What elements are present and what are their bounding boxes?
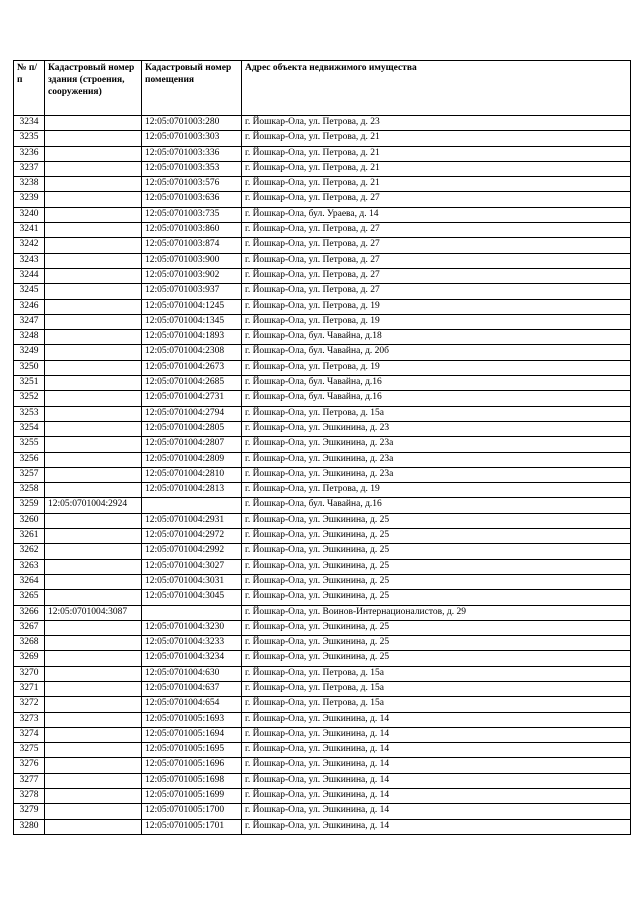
row-number-cell: 3253 [14, 406, 45, 421]
table-row [14, 483, 631, 498]
building-cadastral-cell [45, 238, 142, 253]
table-row [14, 773, 631, 788]
room-cadastral-cell: 12:05:0701004:2308 [142, 345, 242, 360]
row-number-cell: 3271 [14, 681, 45, 696]
address-cell: г. Йошкар-Ола, ул. Петрова, д. 23 [242, 116, 631, 131]
address-cell: г. Йошкар-Ола, ул. Петрова, д. 27 [242, 192, 631, 207]
building-cadastral-cell [45, 406, 142, 421]
table-row [14, 819, 631, 834]
address-cell: г. Йошкар-Ола, ул. Петрова, д. 27 [242, 238, 631, 253]
row-number-cell: 3275 [14, 743, 45, 758]
table-row [14, 544, 631, 559]
table-row [14, 161, 631, 176]
header-row-number: № п/п [14, 61, 45, 116]
building-cadastral-cell [45, 727, 142, 742]
building-cadastral-cell [45, 207, 142, 222]
table-row [14, 284, 631, 299]
room-cadastral-cell: 12:05:0701004:2972 [142, 529, 242, 544]
room-cadastral-cell: 12:05:0701004:2673 [142, 360, 242, 375]
row-number-cell: 3274 [14, 727, 45, 742]
row-number-cell: 3263 [14, 559, 45, 574]
building-cadastral-cell [45, 116, 142, 131]
table-row [14, 406, 631, 421]
table-row [14, 452, 631, 467]
address-cell: г. Йошкар-Ола, ул. Эшкинина, д. 14 [242, 743, 631, 758]
address-cell: г. Йошкар-Ола, ул. Эшкинина, д. 25 [242, 636, 631, 651]
row-number-cell: 3238 [14, 177, 45, 192]
room-cadastral-cell: 12:05:0701004:2685 [142, 376, 242, 391]
room-cadastral-cell: 12:05:0701004:3230 [142, 620, 242, 635]
address-cell: г. Йошкар-Ола, ул. Эшкинина, д. 14 [242, 727, 631, 742]
building-cadastral-cell [45, 268, 142, 283]
table-body [14, 116, 631, 835]
room-cadastral-cell: 12:05:0701003:735 [142, 207, 242, 222]
building-cadastral-cell [45, 804, 142, 819]
table-row [14, 192, 631, 207]
row-number-cell: 3248 [14, 330, 45, 345]
row-number-cell: 3265 [14, 590, 45, 605]
table-row [14, 789, 631, 804]
address-cell: г. Йошкар-Ола, ул. Петрова, д. 19 [242, 299, 631, 314]
address-cell: г. Йошкар-Ола, ул. Эшкинина, д. 23 [242, 421, 631, 436]
room-cadastral-cell: 12:05:0701004:3045 [142, 590, 242, 605]
building-cadastral-cell [45, 636, 142, 651]
row-number-cell: 3255 [14, 437, 45, 452]
building-cadastral-cell [45, 376, 142, 391]
table-row [14, 116, 631, 131]
room-cadastral-cell: 12:05:0701003:874 [142, 238, 242, 253]
address-cell: г. Йошкар-Ола, ул. Петрова, д. 19 [242, 483, 631, 498]
address-cell: г. Йошкар-Ола, ул. Эшкинина, д. 14 [242, 773, 631, 788]
table-row [14, 391, 631, 406]
address-cell: г. Йошкар-Ола, ул. Эшкинина, д. 25 [242, 529, 631, 544]
row-number-cell: 3259 [14, 498, 45, 513]
header-room-cadastral-number: Кадастровый номер помещения [142, 61, 242, 116]
address-cell: г. Йошкар-Ола, бул. Ураева, д. 14 [242, 207, 631, 222]
table-row [14, 314, 631, 329]
room-cadastral-cell: 12:05:0701004:2794 [142, 406, 242, 421]
room-cadastral-cell: 12:05:0701004:2809 [142, 452, 242, 467]
address-cell: г. Йошкар-Ола, ул. Эшкинина, д. 25 [242, 574, 631, 589]
address-cell: г. Йошкар-Ола, ул. Петрова, д. 27 [242, 284, 631, 299]
building-cadastral-cell [45, 773, 142, 788]
room-cadastral-cell [142, 498, 242, 513]
room-cadastral-cell: 12:05:0701004:637 [142, 681, 242, 696]
row-number-cell: 3246 [14, 299, 45, 314]
row-number-cell: 3252 [14, 391, 45, 406]
address-cell: г. Йошкар-Ола, ул. Эшкинина, д. 25 [242, 590, 631, 605]
row-number-cell: 3280 [14, 819, 45, 834]
building-cadastral-cell [45, 452, 142, 467]
table-row [14, 207, 631, 222]
table-row [14, 529, 631, 544]
address-cell: г. Йошкар-Ола, бул. Чавайна, д.18 [242, 330, 631, 345]
address-cell: г. Йошкар-Ола, ул. Петрова, д. 15а [242, 406, 631, 421]
building-cadastral-cell [45, 161, 142, 176]
table-row [14, 620, 631, 635]
row-number-cell: 3243 [14, 253, 45, 268]
building-cadastral-cell [45, 529, 142, 544]
row-number-cell: 3237 [14, 161, 45, 176]
row-number-cell: 3234 [14, 116, 45, 131]
room-cadastral-cell: 12:05:0701004:1893 [142, 330, 242, 345]
table-row [14, 758, 631, 773]
row-number-cell: 3242 [14, 238, 45, 253]
address-cell: г. Йошкар-Ола, ул. Эшкинина, д. 14 [242, 758, 631, 773]
building-cadastral-cell [45, 483, 142, 498]
address-cell: г. Йошкар-Ола, ул. Эшкинина, д. 14 [242, 819, 631, 834]
table-row [14, 268, 631, 283]
building-cadastral-cell [45, 758, 142, 773]
building-cadastral-cell [45, 192, 142, 207]
table-row [14, 421, 631, 436]
building-cadastral-cell [45, 590, 142, 605]
table-row [14, 360, 631, 375]
room-cadastral-cell: 12:05:0701005:1698 [142, 773, 242, 788]
row-number-cell: 3245 [14, 284, 45, 299]
room-cadastral-cell: 12:05:0701004:2731 [142, 391, 242, 406]
building-cadastral-cell [45, 284, 142, 299]
room-cadastral-cell: 12:05:0701003:280 [142, 116, 242, 131]
building-cadastral-cell [45, 559, 142, 574]
address-cell: г. Йошкар-Ола, ул. Эшкинина, д. 23а [242, 452, 631, 467]
row-number-cell: 3279 [14, 804, 45, 819]
table-row [14, 177, 631, 192]
room-cadastral-cell: 12:05:0701003:336 [142, 146, 242, 161]
room-cadastral-cell [142, 605, 242, 620]
row-number-cell: 3249 [14, 345, 45, 360]
address-cell: г. Йошкар-Ола, ул. Эшкинина, д. 25 [242, 544, 631, 559]
building-cadastral-cell [45, 681, 142, 696]
building-cadastral-cell [45, 299, 142, 314]
room-cadastral-cell: 12:05:0701003:900 [142, 253, 242, 268]
address-cell: г. Йошкар-Ола, ул. Петрова, д. 21 [242, 146, 631, 161]
table-row [14, 590, 631, 605]
building-cadastral-cell [45, 314, 142, 329]
address-cell: г. Йошкар-Ола, ул. Петрова, д. 27 [242, 268, 631, 283]
building-cadastral-cell [45, 789, 142, 804]
building-cadastral-cell [45, 360, 142, 375]
table-row [14, 467, 631, 482]
address-cell: г. Йошкар-Ола, ул. Петрова, д. 21 [242, 161, 631, 176]
table-row [14, 697, 631, 712]
room-cadastral-cell: 12:05:0701004:3234 [142, 651, 242, 666]
table-row [14, 437, 631, 452]
room-cadastral-cell: 12:05:0701005:1700 [142, 804, 242, 819]
row-number-cell: 3269 [14, 651, 45, 666]
row-number-cell: 3272 [14, 697, 45, 712]
table-row [14, 712, 631, 727]
row-number-cell: 3278 [14, 789, 45, 804]
table-row [14, 605, 631, 620]
room-cadastral-cell: 12:05:0701003:353 [142, 161, 242, 176]
address-cell: г. Йошкар-Ола, ул. Эшкинина, д. 14 [242, 804, 631, 819]
building-cadastral-cell [45, 345, 142, 360]
building-cadastral-cell: 12:05:0701004:2924 [45, 498, 142, 513]
room-cadastral-cell: 12:05:0701004:2807 [142, 437, 242, 452]
table-row [14, 574, 631, 589]
address-cell: г. Йошкар-Ола, бул. Чавайна, д.16 [242, 498, 631, 513]
building-cadastral-cell [45, 467, 142, 482]
building-cadastral-cell [45, 743, 142, 758]
room-cadastral-cell: 12:05:0701005:1693 [142, 712, 242, 727]
room-cadastral-cell: 12:05:0701003:303 [142, 131, 242, 146]
row-number-cell: 3268 [14, 636, 45, 651]
room-cadastral-cell: 12:05:0701004:2810 [142, 467, 242, 482]
room-cadastral-cell: 12:05:0701003:902 [142, 268, 242, 283]
building-cadastral-cell [45, 131, 142, 146]
table-row [14, 299, 631, 314]
room-cadastral-cell: 12:05:0701004:2805 [142, 421, 242, 436]
row-number-cell: 3244 [14, 268, 45, 283]
room-cadastral-cell: 12:05:0701003:860 [142, 223, 242, 238]
row-number-cell: 3235 [14, 131, 45, 146]
row-number-cell: 3247 [14, 314, 45, 329]
address-cell: г. Йошкар-Ола, ул. Эшкинина, д. 25 [242, 513, 631, 528]
building-cadastral-cell [45, 651, 142, 666]
table-row [14, 513, 631, 528]
row-number-cell: 3256 [14, 452, 45, 467]
building-cadastral-cell [45, 697, 142, 712]
row-number-cell: 3264 [14, 574, 45, 589]
room-cadastral-cell: 12:05:0701005:1694 [142, 727, 242, 742]
table-row [14, 636, 631, 651]
building-cadastral-cell [45, 574, 142, 589]
building-cadastral-cell: 12:05:0701004:3087 [45, 605, 142, 620]
table-row [14, 131, 631, 146]
row-number-cell: 3267 [14, 620, 45, 635]
address-cell: г. Йошкар-Ола, бул. Чавайна, д.16 [242, 376, 631, 391]
table-row [14, 330, 631, 345]
address-cell: г. Йошкар-Ола, ул. Петрова, д. 15а [242, 681, 631, 696]
row-number-cell: 3277 [14, 773, 45, 788]
table-row [14, 743, 631, 758]
table-row [14, 651, 631, 666]
row-number-cell: 3270 [14, 666, 45, 681]
address-cell: г. Йошкар-Ола, бул. Чавайна, д. 20б [242, 345, 631, 360]
address-cell: г. Йошкар-Ола, ул. Эшкинина, д. 14 [242, 789, 631, 804]
row-number-cell: 3239 [14, 192, 45, 207]
room-cadastral-cell: 12:05:0701004:630 [142, 666, 242, 681]
building-cadastral-cell [45, 437, 142, 452]
building-cadastral-cell [45, 712, 142, 727]
row-number-cell: 3250 [14, 360, 45, 375]
room-cadastral-cell: 12:05:0701005:1695 [142, 743, 242, 758]
address-cell: г. Йошкар-Ола, ул. Эшкинина, д. 14 [242, 712, 631, 727]
row-number-cell: 3258 [14, 483, 45, 498]
room-cadastral-cell: 12:05:0701005:1699 [142, 789, 242, 804]
address-cell: г. Йошкар-Ола, ул. Петрова, д. 15а [242, 697, 631, 712]
address-cell: г. Йошкар-Ола, ул. Петрова, д. 27 [242, 223, 631, 238]
address-cell: г. Йошкар-Ола, ул. Эшкинина, д. 23а [242, 467, 631, 482]
building-cadastral-cell [45, 330, 142, 345]
row-number-cell: 3276 [14, 758, 45, 773]
row-number-cell: 3240 [14, 207, 45, 222]
building-cadastral-cell [45, 620, 142, 635]
room-cadastral-cell: 12:05:0701005:1696 [142, 758, 242, 773]
row-number-cell: 3236 [14, 146, 45, 161]
room-cadastral-cell: 12:05:0701004:2813 [142, 483, 242, 498]
address-cell: г. Йошкар-Ола, ул. Петрова, д. 19 [242, 314, 631, 329]
address-cell: г. Йошкар-Ола, бул. Чавайна, д.16 [242, 391, 631, 406]
address-cell: г. Йошкар-Ола, ул. Эшкинина, д. 25 [242, 651, 631, 666]
row-number-cell: 3251 [14, 376, 45, 391]
address-cell: г. Йошкар-Ола, ул. Воинов-Интернационалистов, д. 29 [242, 605, 631, 620]
row-number-cell: 3257 [14, 467, 45, 482]
table-row [14, 681, 631, 696]
room-cadastral-cell: 12:05:0701004:3027 [142, 559, 242, 574]
table-row [14, 804, 631, 819]
room-cadastral-cell: 12:05:0701004:3233 [142, 636, 242, 651]
address-cell: г. Йошкар-Ола, ул. Эшкинина, д. 25 [242, 559, 631, 574]
room-cadastral-cell: 12:05:0701003:937 [142, 284, 242, 299]
table-row [14, 498, 631, 513]
building-cadastral-cell [45, 666, 142, 681]
building-cadastral-cell [45, 253, 142, 268]
row-number-cell: 3262 [14, 544, 45, 559]
address-cell: г. Йошкар-Ола, ул. Эшкинина, д. 25 [242, 620, 631, 635]
row-number-cell: 3260 [14, 513, 45, 528]
room-cadastral-cell: 12:05:0701004:654 [142, 697, 242, 712]
header-building-cadastral-number: Кадастровый номер здания (строения, сооружения) [45, 61, 142, 116]
row-number-cell: 3261 [14, 529, 45, 544]
table-row [14, 146, 631, 161]
building-cadastral-cell [45, 819, 142, 834]
header-address: Адрес объекта недвижимого имущества [242, 61, 631, 116]
building-cadastral-cell [45, 544, 142, 559]
property-register-table [13, 60, 631, 835]
table-row [14, 238, 631, 253]
row-number-cell: 3273 [14, 712, 45, 727]
building-cadastral-cell [45, 513, 142, 528]
table-header-row [14, 61, 631, 116]
room-cadastral-cell: 12:05:0701004:1345 [142, 314, 242, 329]
address-cell: г. Йошкар-Ола, ул. Петрова, д. 21 [242, 177, 631, 192]
address-cell: г. Йошкар-Ола, ул. Петрова, д. 15а [242, 666, 631, 681]
table-row [14, 345, 631, 360]
address-cell: г. Йошкар-Ола, ул. Эшкинина, д. 23а [242, 437, 631, 452]
row-number-cell: 3241 [14, 223, 45, 238]
room-cadastral-cell: 12:05:0701003:576 [142, 177, 242, 192]
table-row [14, 727, 631, 742]
room-cadastral-cell: 12:05:0701004:3031 [142, 574, 242, 589]
address-cell: г. Йошкар-Ола, ул. Петрова, д. 27 [242, 253, 631, 268]
table-row [14, 253, 631, 268]
building-cadastral-cell [45, 391, 142, 406]
table-row [14, 376, 631, 391]
row-number-cell: 3254 [14, 421, 45, 436]
table-row [14, 666, 631, 681]
room-cadastral-cell: 12:05:0701005:1701 [142, 819, 242, 834]
address-cell: г. Йошкар-Ола, ул. Петрова, д. 19 [242, 360, 631, 375]
building-cadastral-cell [45, 177, 142, 192]
building-cadastral-cell [45, 223, 142, 238]
row-number-cell: 3266 [14, 605, 45, 620]
table-row [14, 223, 631, 238]
room-cadastral-cell: 12:05:0701003:636 [142, 192, 242, 207]
building-cadastral-cell [45, 421, 142, 436]
table-row [14, 559, 631, 574]
room-cadastral-cell: 12:05:0701004:1245 [142, 299, 242, 314]
room-cadastral-cell: 12:05:0701004:2992 [142, 544, 242, 559]
address-cell: г. Йошкар-Ола, ул. Петрова, д. 21 [242, 131, 631, 146]
building-cadastral-cell [45, 146, 142, 161]
room-cadastral-cell: 12:05:0701004:2931 [142, 513, 242, 528]
